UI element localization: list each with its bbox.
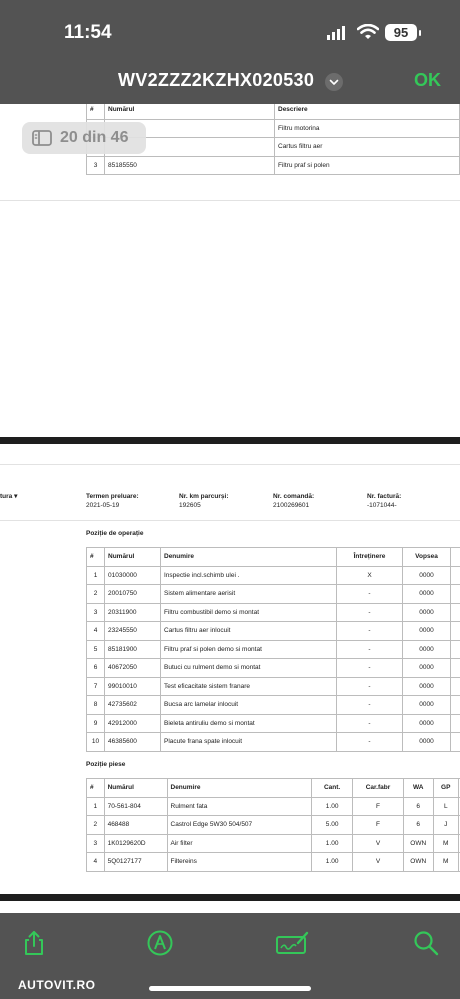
table-cell: V [353,853,404,872]
table-cell: Air filter [167,834,312,853]
col-header: WA [403,779,433,798]
table-cell: 0000 [403,714,451,733]
table-cell: Bieleta antiruliu demo si montat [161,714,337,733]
table-header-row [87,104,460,119]
table-cell: Bucsa arc lamelar inlocuit [161,696,337,715]
page-divider-line [0,464,460,465]
page-indicator [22,122,146,154]
markup-icon[interactable] [146,929,174,957]
table-cell: 85181900 [105,640,161,659]
col-header: # [87,548,105,567]
document-viewer[interactable] [0,104,460,913]
table-row [87,696,460,715]
page-divider-line [0,200,460,201]
table-cell: OWN [403,853,433,872]
col-header: Descriere [275,104,460,119]
table-header-row [87,548,460,567]
table-cell: 01030000 [105,566,161,585]
table-cell: L [433,797,458,816]
table-cell: V [353,834,404,853]
search-icon[interactable] [412,929,440,957]
table-cell: 40672050 [105,659,161,678]
table-cell: - [337,659,403,678]
field-label: Nr. km parcurși: [179,493,229,500]
signature-icon[interactable] [276,929,310,957]
table-cell: 0000 [403,659,451,678]
table-cell [451,622,460,641]
table-row [87,603,460,622]
table-cell: 6 [403,816,433,835]
table-cell: - [337,640,403,659]
document-title[interactable]: WV2ZZZ2KZHX020530 [118,70,315,90]
table-cell: 0000 [403,696,451,715]
table-cell: Castrol Edge 5W30 504/507 [167,816,312,835]
table-cell [451,714,460,733]
table-cell: Filtru combustibil demo si montat [161,603,337,622]
table-header-row [87,779,460,798]
col-header: Vopsea [403,548,451,567]
col-header: Denumire [161,548,337,567]
table-row [87,585,460,604]
table-cell: Rulment fata [167,797,312,816]
table-row [87,714,460,733]
table-cell: 1K0129620D [104,834,167,853]
table-cell: 0000 [403,585,451,604]
table-cell: 20010750 [105,585,161,604]
table-cell: Inspectie incl.schimb ulei . [161,566,337,585]
field-label: Termen preluare: [86,493,139,500]
table-row [87,622,460,641]
table-cell: - [337,603,403,622]
table-cell: Filtru praf si polen [275,156,460,175]
table-cell: 0000 [403,677,451,696]
field-label: Nr. factură: [367,493,402,500]
table-cell: Filtereins [167,853,312,872]
wifi-icon [357,24,379,40]
table-cell [451,677,460,696]
table-cell: 3 [87,156,105,175]
col-header [451,548,460,567]
parts-title: Poziție piese [86,761,126,768]
field-value: 2100269601 [273,502,310,509]
field-value: -1071044- [367,502,397,509]
home-indicator[interactable] [149,986,311,991]
operations-table [86,547,460,752]
table-row [87,677,460,696]
table-cell: F [353,816,404,835]
status-time: 11:54 [64,22,112,43]
table-cell: 42912000 [105,714,161,733]
table-cell [451,659,460,678]
table-cell [451,640,460,659]
table-cell: Butuci cu rulment demo si montat [161,659,337,678]
page-separator [0,894,460,901]
table-cell: M [433,853,458,872]
table-cell: Sistem alimentare aerisit [161,585,337,604]
col-header: # [87,779,105,798]
table-cell: 4 [87,622,105,641]
table-cell: - [337,677,403,696]
table-cell [451,566,460,585]
col-header: # [87,104,105,119]
operations-title: Poziție de operație [86,530,144,537]
table-row [87,834,460,853]
table-row [87,797,460,816]
page-divider-line [0,520,460,521]
table-cell: 42735602 [105,696,161,715]
ok-button[interactable]: OK [414,70,441,90]
field-label: Nr. comandă: [273,493,315,500]
col-header: Numărul [104,779,167,798]
table-cell: 1 [87,566,105,585]
table-cell: 0000 [403,603,451,622]
status-bar [0,0,460,66]
table-cell: 0000 [403,733,451,752]
table-cell: 70-561-804 [104,797,167,816]
col-header: Numărul [105,548,161,567]
col-header: Denumire [167,779,312,798]
page-separator [0,437,460,444]
table-cell [451,696,460,715]
table-cell [451,603,460,622]
table-cell: 1.00 [312,797,353,816]
table-cell: 5 [87,640,105,659]
table-cell [451,585,460,604]
col-header: Car.fabr [353,779,404,798]
table-cell: 85185550 [105,156,275,175]
table-cell: X [337,566,403,585]
table-cell: 1.00 [312,834,353,853]
table-cell: 4 [87,853,105,872]
col-header: Cant. [312,779,353,798]
table-cell: Test eficacitate sistem franare [161,677,337,696]
field-value: 2021-05-19 [86,502,120,509]
table-cell: 6 [87,659,105,678]
table-cell: Cartus filtru aer inlocuit [161,622,337,641]
table-row [87,566,460,585]
table-cell: 10 [87,733,105,752]
col-header: Întreținere [337,548,403,567]
battery-tip [419,30,421,36]
table-row [87,853,460,872]
table-row [87,640,460,659]
table-cell: - [337,585,403,604]
sidebar-icon [32,130,52,146]
watermark: AUTOVIT.RO [18,978,96,992]
cellular-signal-icon [327,26,345,40]
table-cell: 0000 [403,640,451,659]
table-cell: 0000 [403,622,451,641]
table-cell: - [337,622,403,641]
table-cell: 5.00 [312,816,353,835]
battery-level: 95 [393,25,409,40]
table-cell: 9 [87,714,105,733]
chevron-down-icon: ▾ [14,493,18,500]
table-cell: 23245550 [105,622,161,641]
page-indicator-label: 20 din 46 [60,129,129,146]
table-cell: 99010010 [105,677,161,696]
table-cell [451,733,460,752]
table-cell: - [337,696,403,715]
table-cell: 0000 [403,566,451,585]
table-cell: Filtru praf si polen demo si montat [161,640,337,659]
table-cell: OWN [403,834,433,853]
battery-icon [385,24,417,41]
field-value: 192605 [179,502,201,509]
navigation-bar [0,66,460,104]
table-cell: J [433,816,458,835]
table-cell: 6 [403,797,433,816]
table-cell: 5Q0127177 [104,853,167,872]
table-cell: 2 [87,585,105,604]
table-row [87,659,460,678]
table-row [87,156,460,175]
table-cell: 2 [87,816,105,835]
table-cell: 7 [87,677,105,696]
table-cell: 3 [87,603,105,622]
partial-label: tura ▾ [0,493,18,500]
chevron-down-icon[interactable] [325,73,343,91]
table-cell: 468488 [104,816,167,835]
col-header: Numărul [105,104,275,119]
table-cell: Placute frana spate inlocuit [161,733,337,752]
table-row [87,733,460,752]
share-icon[interactable] [20,929,48,957]
table-cell: M [433,834,458,853]
table-cell: - [337,714,403,733]
table-cell: 46385600 [105,733,161,752]
table-cell: 20311900 [105,603,161,622]
table-cell: - [337,733,403,752]
table-cell: 1.00 [312,853,353,872]
col-header: GP [433,779,458,798]
table-cell: Cartus filtru aer [275,138,460,157]
table-row [87,816,460,835]
table-cell: F [353,797,404,816]
table-cell: 3 [87,834,105,853]
table-cell: 1 [87,797,105,816]
parts-table [86,778,460,872]
table-cell: 8 [87,696,105,715]
table-cell: Filtru motorina [275,119,460,138]
